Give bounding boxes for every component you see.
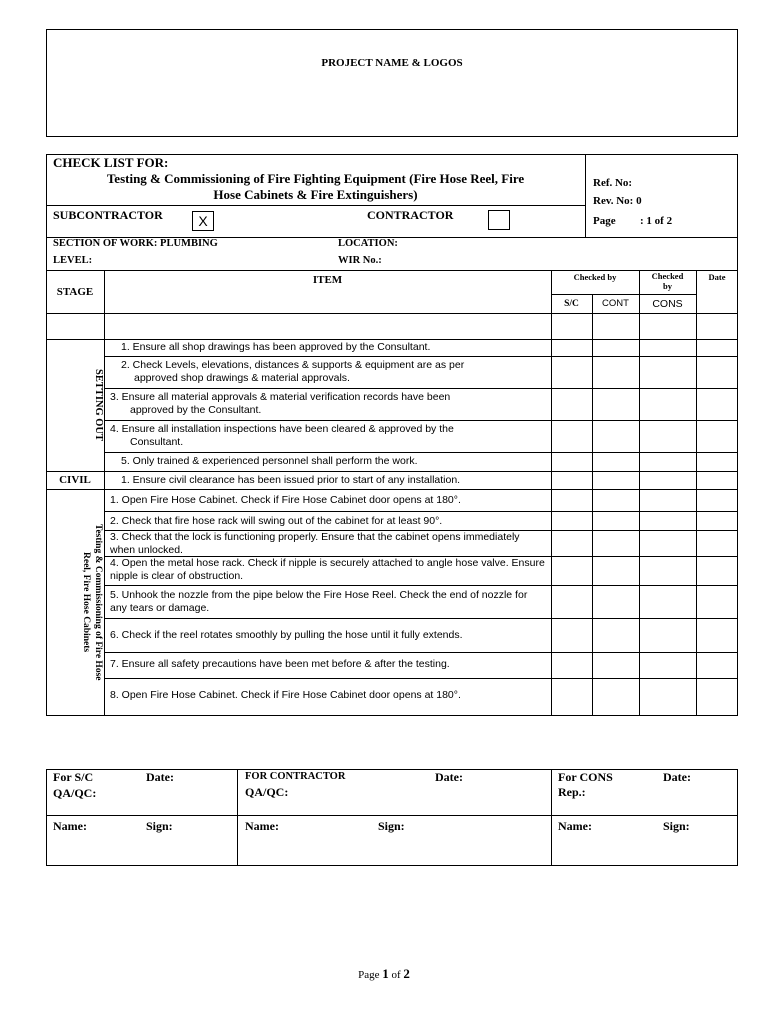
sc-header: S/C (564, 299, 579, 309)
divider (46, 313, 104, 314)
footer-page-number (0, 967, 768, 982)
page-value: : 1 of 2 (640, 215, 673, 227)
stage-civil: CIVIL (59, 474, 91, 486)
divider (104, 585, 738, 586)
list-item (110, 391, 548, 416)
cons-sign-label: Sign: (663, 819, 690, 833)
checklist-title-line2: Hose Cabinets & Fire Extinguishers) (213, 187, 418, 202)
item-text-cont: Consultant. (130, 435, 184, 448)
item-text: 5. Only trained & experienced personnel shall perform the work. (121, 455, 418, 467)
item-text-cont: approved shop drawings & material approvals. (134, 371, 350, 384)
cons-for-label: For CONS (558, 770, 613, 784)
level-label: LEVEL: (53, 255, 93, 266)
date-header: Date (708, 272, 726, 282)
footer-of: of (391, 969, 401, 981)
footer-page-total: 2 (403, 966, 410, 981)
list-item (110, 341, 548, 354)
sc-for-label: For S/C (53, 770, 94, 784)
cons-date-label: Date: (663, 770, 691, 784)
divider (104, 652, 738, 653)
list-item: 8. Open Fire Hose Cabinet. Check if Fire Hose Cabinet door opens at 180°. (110, 689, 461, 701)
page-label: Page (593, 215, 616, 227)
col-divider (639, 270, 640, 716)
stage-testing-line2: Reel, Fire Hose Cabinets (81, 552, 91, 653)
divider (104, 388, 738, 389)
wir-no-label: WIR No.: (338, 255, 382, 266)
divider (104, 678, 738, 679)
divider (104, 511, 738, 512)
checked-by-cons-line2: by (663, 281, 672, 291)
divider (46, 339, 738, 340)
divider (639, 294, 696, 295)
contractor-checkbox[interactable] (488, 210, 510, 230)
item-text: 2. Check Levels, elevations, distances & supports & equipment are as per (121, 359, 465, 371)
list-item (110, 474, 548, 487)
cons-name-label: Name: (558, 819, 592, 833)
item-text: 4. Ensure all installation inspections have been cleared & approved by the (110, 423, 454, 435)
contractor-for-label: FOR CONTRACTOR (245, 771, 346, 782)
stage-header: STAGE (56, 286, 94, 298)
item-text: 1. Ensure all shop drawings has been approved by the Consultant. (121, 341, 431, 353)
sc-qaqc-label: QA/QC: (53, 786, 97, 800)
footer-page-word: Page (358, 969, 380, 981)
subcontractor-checkbox[interactable]: X (192, 211, 214, 231)
divider (104, 618, 738, 619)
divider (551, 294, 639, 295)
list-item (110, 455, 548, 468)
checked-by-header: Checked by (573, 272, 617, 282)
list-item: 2. Check that fire hose rack will swing out of the cabinet for at least 90°. (110, 515, 443, 527)
footer-page-num: 1 (382, 966, 389, 981)
item-text: 1. Ensure civil clearance has been issued prior to start of any installation. (121, 474, 461, 486)
divider (46, 489, 738, 490)
divider (551, 313, 738, 314)
section-of-work: SECTION OF WORK: PLUMBING (53, 238, 218, 249)
list-item (110, 359, 548, 384)
sc-name-label: Name: (53, 819, 87, 833)
col-divider (104, 270, 105, 716)
col-divider (551, 270, 552, 716)
check-list-for-label: CHECK LIST FOR: (53, 155, 169, 170)
checklist-title-line1: Testing & Commissioning of Fire Fighting Equipment (Fire Hose Reel, Fire (106, 171, 525, 186)
contractor-name-label: Name: (245, 819, 279, 833)
list-item: 7. Ensure all safety precautions have been met before & after the testing. (110, 658, 450, 670)
contractor-date-label: Date: (435, 770, 463, 784)
list-item: 6. Check if the reel rotates smoothly by pulling the hose until it fully extends. (110, 629, 463, 641)
item-header: ITEM (312, 274, 343, 286)
list-item: 1. Open Fire Hose Cabinet. Check if Fire Hose Cabinet door opens at 180°. (110, 494, 461, 506)
divider (104, 420, 738, 421)
list-item: 5. Unhook the nozzle from the pipe below the Fire Hose Reel. Check the end of nozzle for any tears or damage. (110, 589, 528, 614)
rev-no: Rev. No: 0 (593, 195, 642, 207)
col-divider (237, 769, 238, 866)
divider (46, 205, 585, 206)
stage-setting-out: SETTING OUT (93, 368, 104, 442)
divider (104, 452, 738, 453)
list-item: 4. Open the metal hose rack. Check if nipple is securely attached to angle hose valve. Ensure nipple is clear of obstruction. (110, 557, 545, 582)
ref-no: Ref. No: (593, 177, 633, 189)
item-text-cont: approved by the Consultant. (130, 403, 262, 416)
cons-rep-label: Rep.: (558, 785, 586, 799)
contractor-label: CONTRACTOR (367, 208, 454, 222)
divider (104, 313, 551, 314)
checked-by-cons-line1: Checked (651, 271, 684, 281)
subcontractor-label: SUBCONTRACTOR (53, 208, 163, 222)
project-name-logos: PROJECT NAME & LOGOS (321, 57, 463, 69)
contractor-sign-label: Sign: (378, 819, 405, 833)
list-item: 3. Check that the lock is functioning properly. Ensure that the cabinet opens immediately when unlocked. (110, 531, 520, 556)
project-header-box (46, 29, 738, 137)
sc-sign-label: Sign: (146, 819, 173, 833)
sc-date-label: Date: (146, 770, 174, 784)
col-divider (696, 270, 697, 716)
cons-header: CONS (652, 298, 683, 310)
item-text: 3. Ensure all material approvals & material verification records have been (110, 391, 451, 403)
col-divider (551, 769, 552, 866)
divider (46, 815, 738, 816)
divider (46, 471, 738, 472)
list-item (110, 423, 548, 448)
contractor-qaqc-label: QA/QC: (245, 785, 289, 799)
ref-divider (585, 154, 586, 237)
location-label: LOCATION: (338, 238, 398, 249)
divider (104, 356, 738, 357)
stage-testing-commissioning (46, 489, 104, 716)
cont-header: CONT (602, 298, 629, 309)
stage-testing-line1: Testing & Commissioning of Fire Hose (93, 524, 103, 681)
divider (46, 270, 738, 271)
